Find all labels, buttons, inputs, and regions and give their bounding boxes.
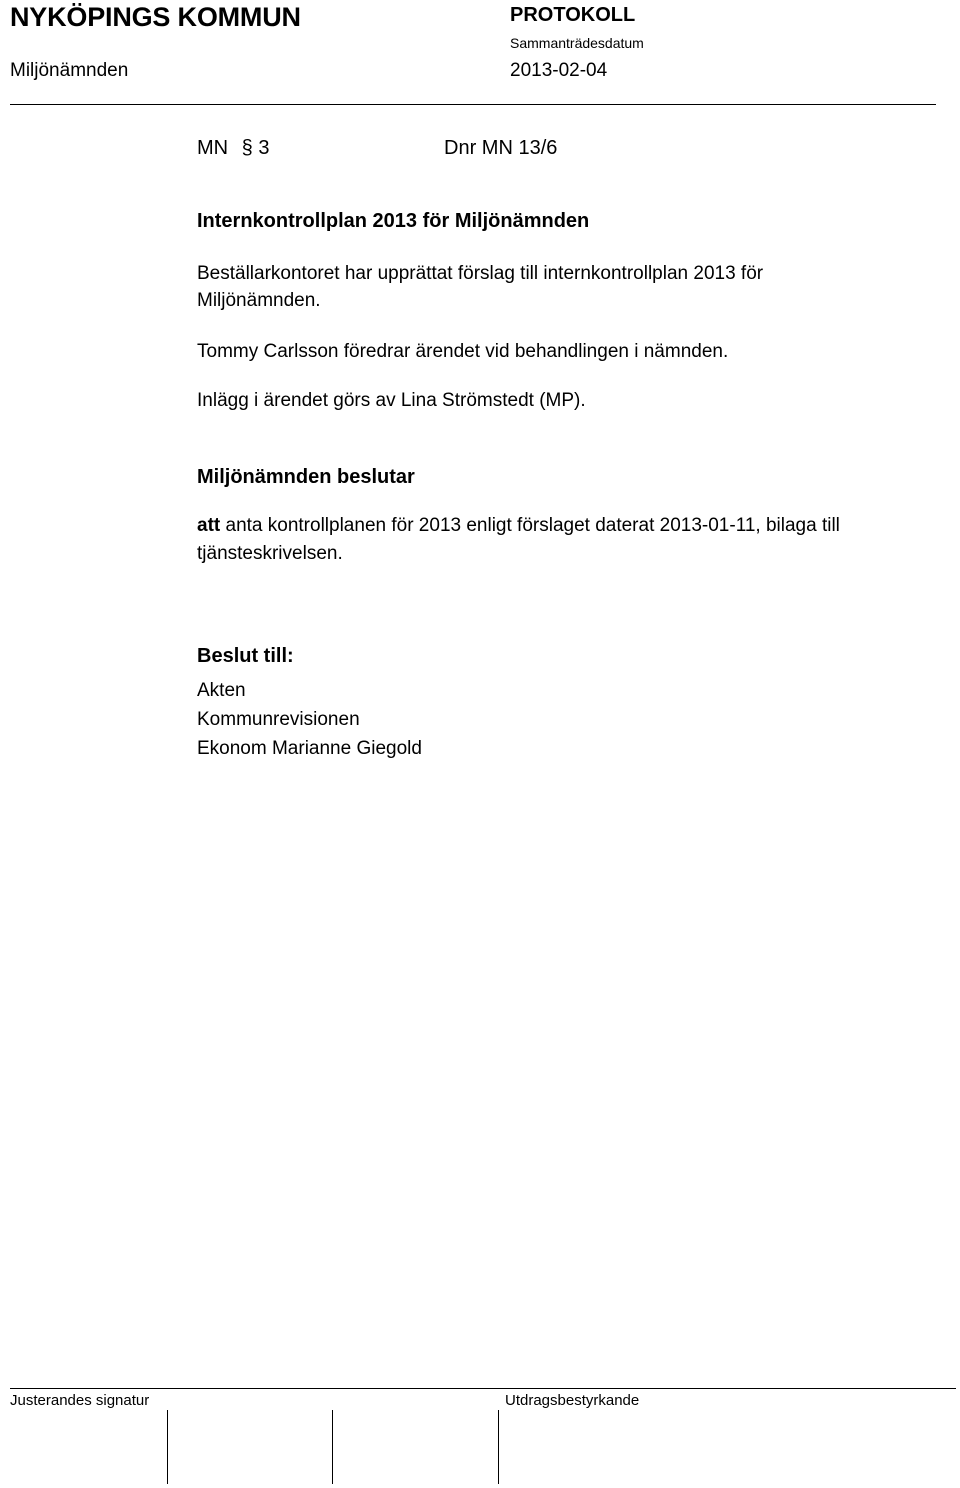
decision-att: att (197, 515, 221, 536)
paragraph-reference (197, 137, 269, 160)
signature-box-divider (498, 1410, 499, 1484)
body-line: Inlägg i ärendet görs av Lina Strömstedt (MP). (197, 390, 586, 411)
decision-text (197, 515, 840, 537)
body-line: Beställarkontoret har upprättat förslag till internkontrollplan 2013 för (197, 263, 764, 284)
meeting-date-label: Sammanträdesdatum (510, 35, 644, 51)
committee-name: Miljönämnden (10, 60, 129, 81)
signature-box-divider (167, 1410, 168, 1484)
decision-heading: Miljönämnden beslutar (197, 466, 415, 488)
section-sign: § (241, 137, 253, 159)
recipient: Kommunrevisionen (197, 709, 360, 730)
distribution-heading: Beslut till: (197, 645, 294, 667)
signature-label: Justerandes signatur (10, 1392, 150, 1409)
body-line: Miljönämnden. (197, 290, 321, 311)
municipality-name: NYKÖPINGS KOMMUN (10, 2, 301, 32)
decision-text-line1: anta kontrollplanen för 2013 enligt förslaget daterat 2013-01-11, bilaga till (220, 515, 840, 536)
item-heading: Internkontrollplan 2013 för Miljönämnden (197, 210, 590, 232)
decision-text-line2: tjänsteskrivelsen. (197, 543, 343, 564)
footer-divider (10, 1388, 956, 1389)
document-type: PROTOKOLL (510, 4, 636, 26)
extract-certification-label: Utdragsbestyrkande (505, 1392, 640, 1409)
recipient: Akten (197, 680, 246, 701)
paragraph-number: 3 (258, 137, 270, 159)
recipient: Ekonom Marianne Giegold (197, 738, 422, 759)
header-divider (10, 104, 936, 105)
body-line: Tommy Carlsson föredrar ärendet vid behandlingen i nämnden. (197, 341, 729, 362)
meeting-date: 2013-02-04 (510, 60, 608, 81)
paragraph-prefix: MN (197, 137, 229, 159)
signature-box-divider (332, 1410, 333, 1484)
diary-number: Dnr MN 13/6 (444, 137, 558, 159)
